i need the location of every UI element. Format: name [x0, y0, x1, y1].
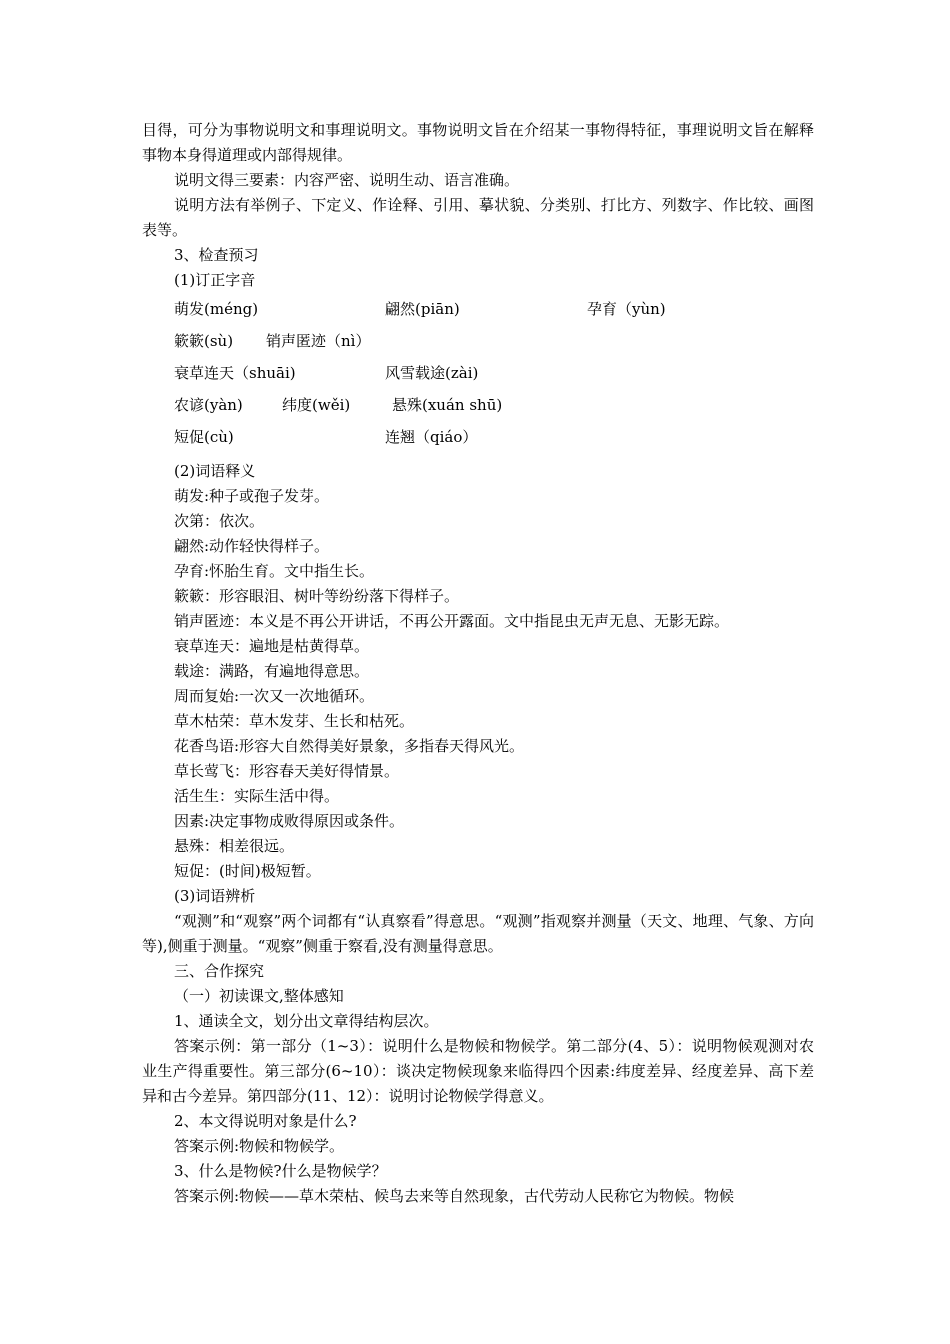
heading-check-preview: 3、检查预习 — [174, 246, 259, 264]
pron-item: 萌发(méng) — [174, 300, 259, 318]
heading-word-analysis: (3)词语辨析 — [174, 887, 256, 905]
answer-3: 答案示例:物候——草木荣枯、候鸟去来等自然现象，古代劳动人民称它为物候。物候 — [174, 1187, 735, 1205]
answer-2: 答案示例:物候和物候学。 — [174, 1137, 345, 1155]
vocab-item: 草木枯荣：草木发芽、生长和枯死。 — [174, 712, 415, 730]
para-three-elements: 说明文得三要素：内容严密、说明生动、语言准确。 — [174, 171, 520, 189]
para-intro-types: 目得，可分为事物说明文和事理说明文。事物说明文旨在介绍某一事物得特征，事理说明文旨在解释事物本身得道理或内部得规律。 — [142, 121, 814, 164]
pronunciation-row — [142, 361, 814, 393]
vocab-item: 悬殊：相差很远。 — [174, 837, 295, 855]
pron-item: 悬殊(xuán shū) — [392, 396, 503, 414]
pronunciation-row — [142, 425, 814, 457]
vocab-item: 萌发:种子或孢子发芽。 — [174, 487, 330, 505]
document-page — [142, 118, 814, 1209]
pron-item: 簌簌(sù) — [174, 332, 234, 350]
para-methods: 说明方法有举例子、下定义、作诠释、引用、摹状貌、分类别、打比方、列数字、作比较、画图表等。 — [142, 196, 814, 239]
pron-item: 孕育（yùn) — [587, 300, 666, 318]
vocab-item: 载途：满路，有遍地得意思。 — [174, 662, 370, 680]
question-1: 1、通读全文，划分出文章得结构层次。 — [174, 1012, 439, 1030]
pron-item: 短促(cù) — [174, 428, 234, 446]
vocab-item: 次第：依次。 — [174, 512, 265, 530]
vocab-item: 簌簌：形容眼泪、树叶等纷纷落下得样子。 — [174, 587, 460, 605]
vocab-item: 周而复始:一次又一次地循环。 — [174, 687, 375, 705]
vocab-item: 花香鸟语:形容大自然得美好景象，多指春天得风光。 — [174, 737, 525, 755]
vocab-item: 草长莺飞：形容春天美好得情景。 — [174, 762, 400, 780]
vocab-item: 翩然:动作轻快得样子。 — [174, 537, 330, 555]
heading-first-read: （一）初读课文,整体感知 — [174, 987, 344, 1005]
pron-item: 风雪载途(zài) — [385, 364, 479, 382]
pron-item: 纬度(wěi) — [282, 396, 351, 414]
vocab-item: 孕育:怀胎生育。文中指生长。 — [174, 562, 375, 580]
heading-cooperative-explore: 三、合作探究 — [174, 962, 265, 980]
pron-item: 翩然(piān) — [385, 300, 460, 318]
vocab-item: 因素:决定事物成败得原因或条件。 — [174, 812, 405, 830]
pron-item: 连翘（qiáo） — [385, 428, 478, 446]
vocab-item: 衰草连天：遍地是枯黄得草。 — [174, 637, 370, 655]
para-word-analysis: “观测”和“观察”两个词都有“认真察看”得意思。“观测”指观察并测量（天文、地理、气象、方向等),侧重于测量。“观察”侧重于察看,没有测量得意思。 — [142, 912, 814, 955]
question-2: 2、本文得说明对象是什么? — [174, 1112, 357, 1130]
vocab-list — [142, 484, 814, 884]
vocab-item: 活生生：实际生活中得。 — [174, 787, 340, 805]
pronunciation-row — [142, 329, 814, 361]
question-3: 3、什么是物候?什么是物候学？ — [174, 1162, 387, 1180]
pron-item: 销声匿迹（nì） — [266, 332, 371, 350]
heading-vocab: (2)词语释义 — [174, 462, 256, 480]
answer-1: 答案示例：第一部分（1~3）：说明什么是物候和物候学。第二部分(4、5）：说明物候观测对农业生产得重要性。第三部分(6~10）：谈决定物候现象来临得四个因素:纬度差异、经度差异、高下差异和古今差异。第四部分(11、12）：说明讨论物候学得意义。 — [142, 1037, 814, 1105]
pronunciation-row — [142, 297, 814, 329]
heading-pronunciation: (1)订正字音 — [174, 271, 256, 289]
pron-item: 衰草连天（shuāi) — [174, 364, 296, 382]
vocab-item: 销声匿迹：本义是不再公开讲话，不再公开露面。文中指昆虫无声无息、无影无踪。 — [174, 612, 730, 630]
vocab-item: 短促：(时间)极短暂。 — [174, 862, 321, 880]
pronunciation-row — [142, 393, 814, 425]
pron-item: 农谚(yàn) — [174, 396, 243, 414]
